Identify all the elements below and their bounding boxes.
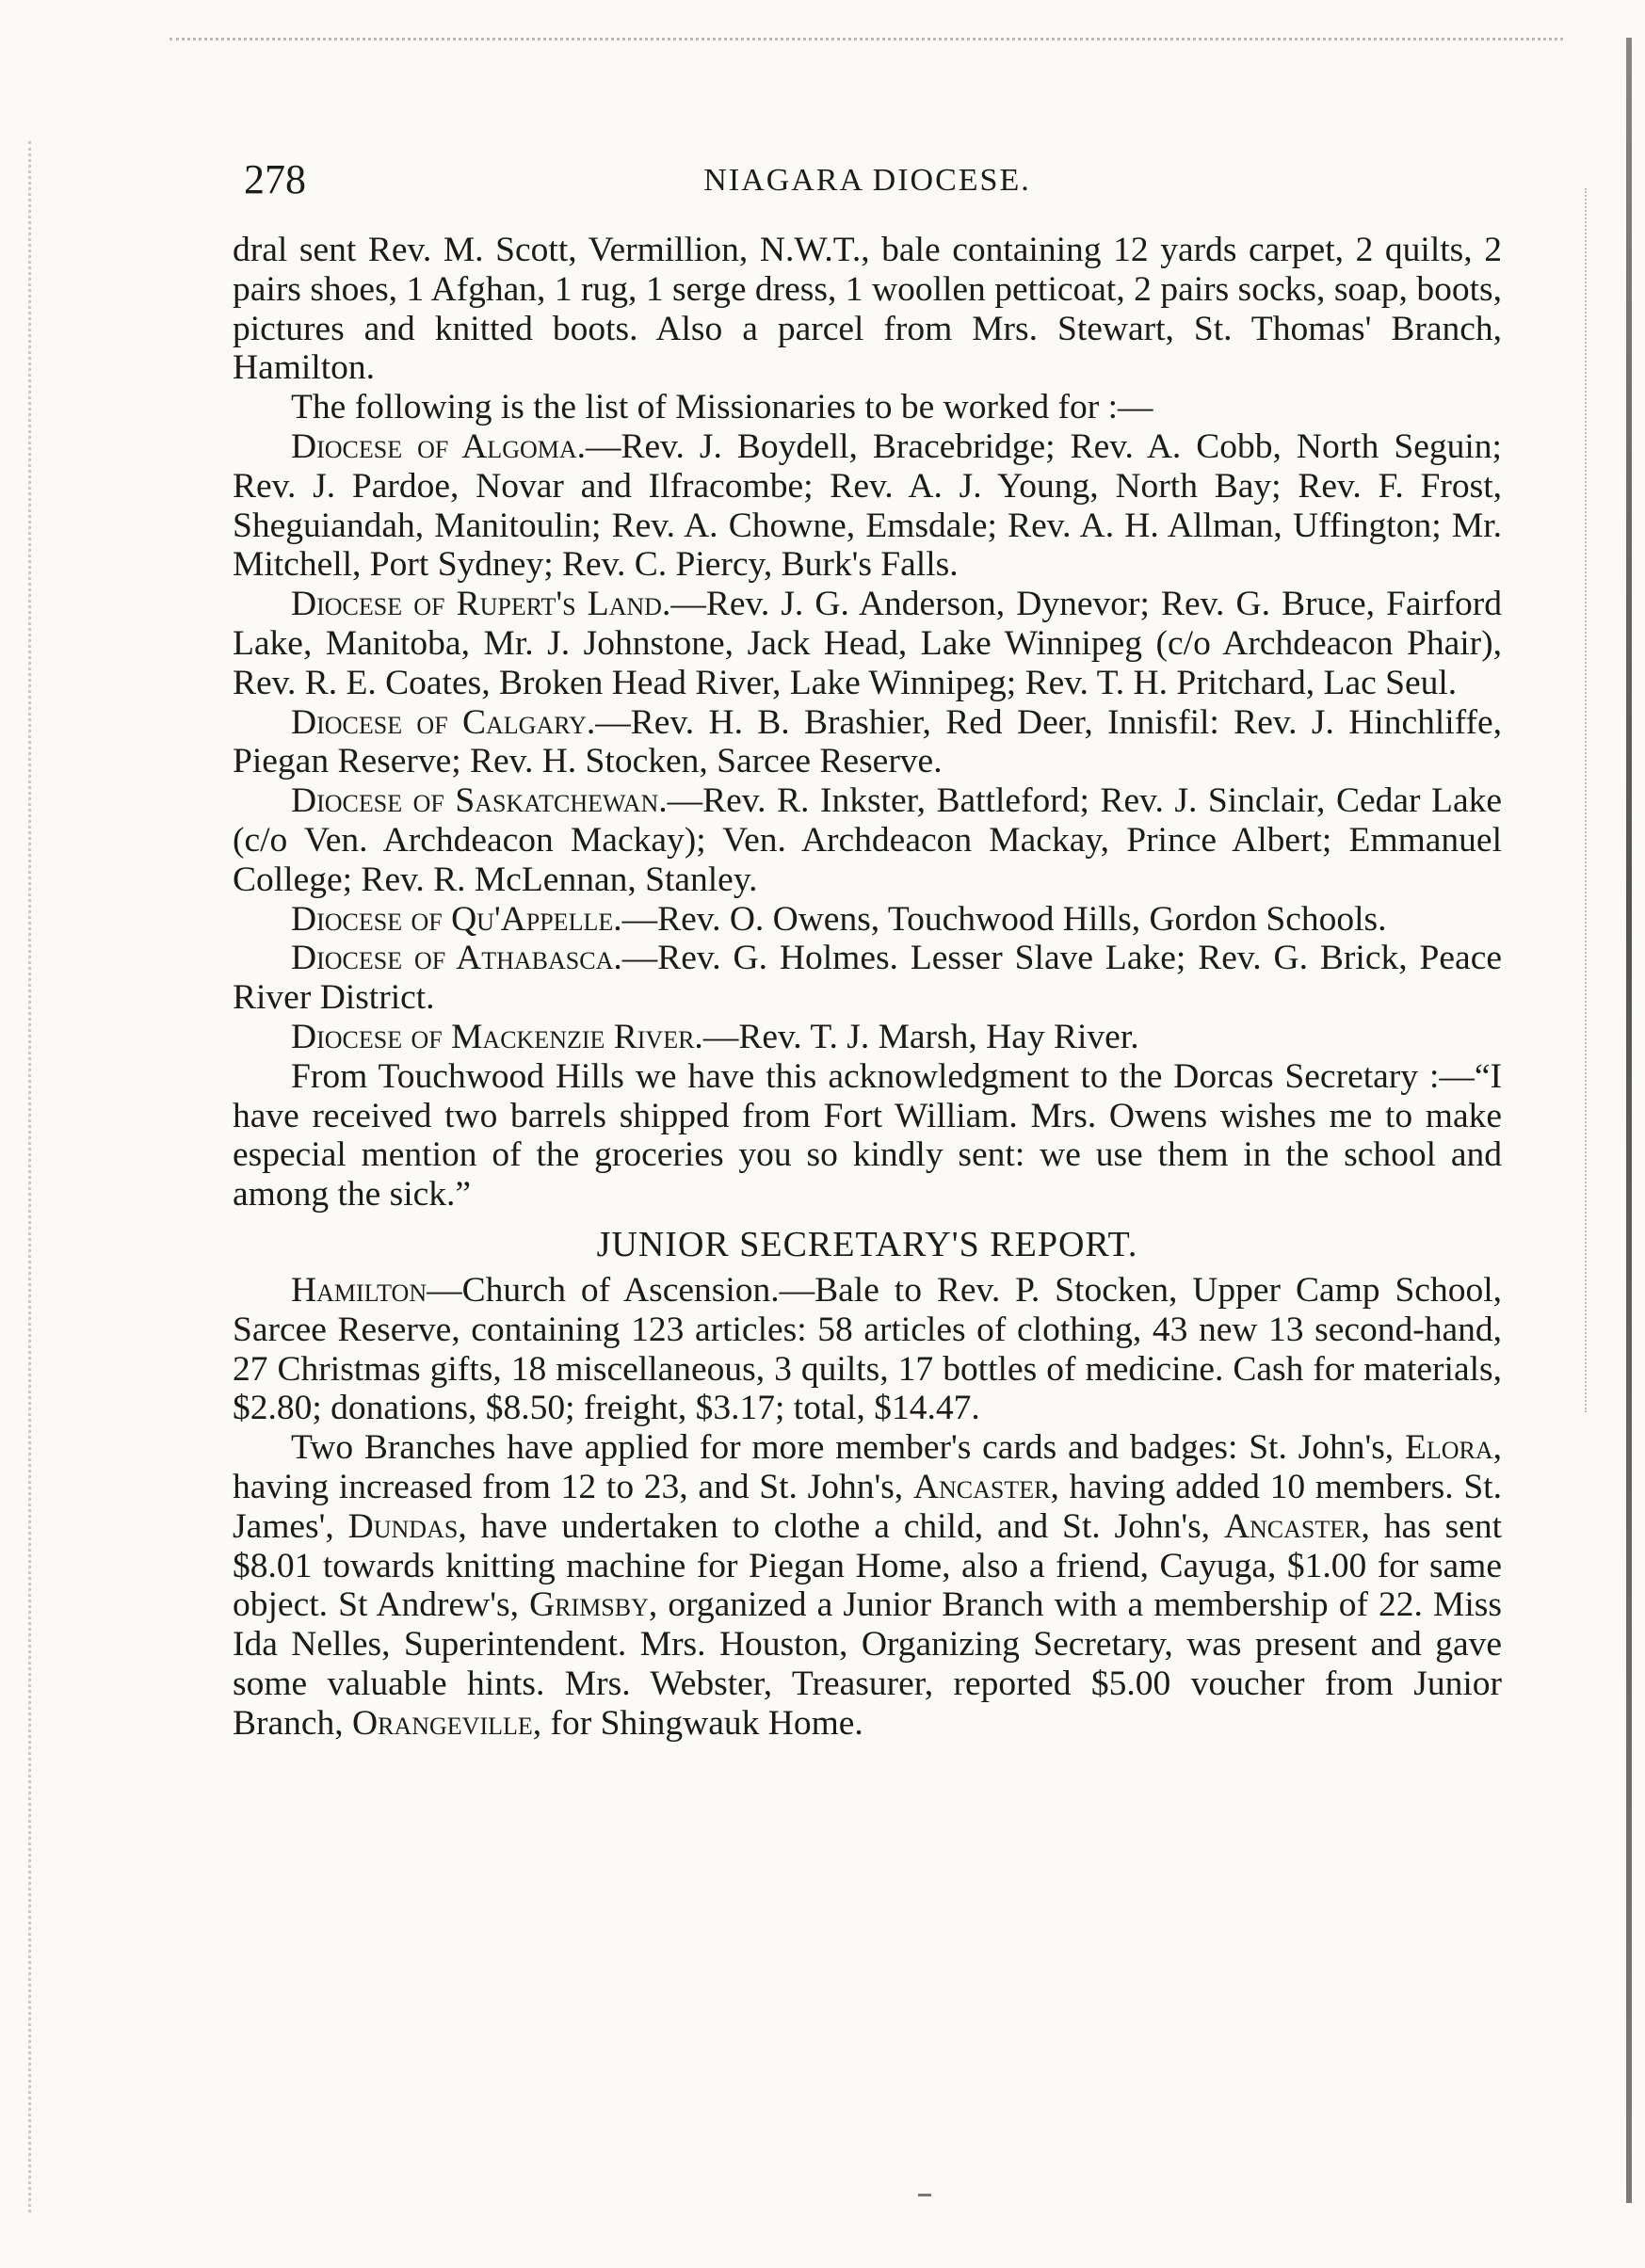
missionary-list: —Rev. R. Inkster, Battleford; Rev. J. Sinclair, Cedar Lake (c/o Ven. Archdeacon Mackay); Ven. Archdeacon Mackay, Prince Albert; Emmanuel College; Rev. R. McLennan, Stanley. [233, 781, 1502, 899]
diocese-name: Diocese of Saskatchewan. [291, 781, 668, 821]
report-text: , organized a Junior Branch with a membership of 22. Miss Ida Nelles, Superintendent. Mrs. Houston, Organizing Secretary, was present and gave some valuable hints. Mrs. Webster, Treasurer, reported $5.00 voucher from Junior Branch, [233, 1585, 1502, 1743]
mission-entry-athabasca [233, 939, 1502, 1018]
place-name: Ancaster [1223, 1506, 1362, 1546]
running-head: NIAGARA DIOCESE. [703, 163, 1031, 198]
report-text: —Church of Ascension.—Bale to Rev. P. Stocken, Upper Camp School, Sarcee Reserve, containing 123 articles: 58 articles of clothing, 43 new 13 second-hand, 27 Christmas gifts, 18 miscellaneous, 3 quilts, 17 bottles of medicine. Cash for materials, $2.80; donations, $8.50; freight, $3.17; total, $14.47. [233, 1270, 1502, 1428]
section-title-junior-report: JUNIOR SECRETARY'S REPORT. [596, 1224, 1138, 1264]
paragraph-hamilton-report [233, 1271, 1502, 1428]
paragraph-missionaries-intro: The following is the list of Missionaries to be worked for :— [291, 388, 1153, 427]
page-number: 278 [244, 156, 306, 202]
place-name: Elora [1404, 1428, 1493, 1468]
missionary-list: —Rev. J. G. Anderson, Dynevor; Rev. G. Bruce, Fairford Lake, Manitoba, Mr. J. Johnstone, Jack Head, Lake Winnipeg (c/o Archdeacon Phair), Rev. R. E. Coates, Broken Head River, Lake Winnipeg; Rev. T. H. Pritchard, Lac Seul. [233, 585, 1503, 702]
place-name: Ancaster [912, 1467, 1051, 1506]
report-text: , has sent $8.01 towards knitting machine for Piegan Home, also a friend, Cayuga, $1.00 for same object. St Andrew's, [233, 1506, 1502, 1625]
scan-artifact-top [169, 38, 1563, 59]
report-text: , have undertaken to clothe a child, and St. John's, [458, 1506, 1224, 1546]
missionary-list: —Rev. J. Boydell, Bracebridge; Rev. A. Cobb, North Seguin; Rev. J. Pardoe, Novar and Ilfracombe; Rev. A. J. Young, North Bay; Rev. F. Frost, Sheguiandah, Manitoulin; Rev. A. Chowne, Emsdale; Rev. A. H. Allman, Uffington; Mr. Mitchell, Port Sydney; Rev. C. Piercy, Burk's Falls. [233, 426, 1502, 585]
mission-entry-calgary [233, 703, 1502, 782]
book-page [233, 155, 1502, 1743]
report-text: , for Shingwauk Home. [532, 1703, 863, 1743]
mission-entry-ruperts-land [233, 585, 1502, 702]
missionary-list: —Rev. O. Owens, Touchwood Hills, Gordon Schools. [621, 899, 1387, 939]
report-text: Two Branches have applied for more member's cards and badges: St. John's, [291, 1428, 1405, 1468]
page-edge-shadow [1626, 38, 1632, 2203]
missionary-list: —Rev. H. B. Brashier, Red Deer, Innisfil: Rev. J. Hinchliffe, Piegan Reserve; Rev. H. Stocken, Sarcee Reserve. [233, 702, 1502, 781]
paragraph-branches-report [233, 1428, 1502, 1743]
place-name: Dundas [347, 1506, 459, 1546]
mission-entry-quappelle [233, 900, 1502, 940]
missionary-list: —Rev. G. Holmes. Lesser Slave Lake; Rev. G. Brick, Peace River District. [233, 939, 1502, 1018]
missionary-list: —Rev. T. J. Marsh, Hay River. [702, 1017, 1139, 1056]
report-text: , having added 10 members. St. James', [233, 1467, 1502, 1546]
diocese-name: Diocese of Mackenzie River. [291, 1017, 703, 1056]
page-header [233, 155, 1502, 231]
report-text: , having increased from 12 to 23, and St. John's, [233, 1428, 1502, 1506]
paragraph-dorcas-bale: dral sent Rev. M. Scott, Vermillion, N.W.T., bale containing 12 yards carpet, 2 quilts, 2 pairs shoes, 1 Afghan, 1 rug, 1 serge dress, 1 woollen petticoat, 2 pairs socks, soap, boots, pictures and knitted boots. Also a parcel from Mrs. Stewart, St. Thomas' Branch, Hamilton. [233, 231, 1502, 388]
place-name: Grimsby [529, 1585, 649, 1625]
place-name: Hamilton [291, 1270, 427, 1310]
diocese-name: Diocese of Athabasca. [291, 939, 622, 978]
scan-artifact-left [28, 141, 37, 2212]
diocese-name: Diocese of Qu'Appelle. [291, 899, 622, 939]
mission-entry-mackenzie-river [233, 1018, 1502, 1057]
mission-entry-algoma [233, 427, 1502, 585]
place-name: Orangeville [352, 1703, 533, 1743]
mission-entry-saskatchewan [233, 781, 1502, 899]
page-body [233, 231, 1502, 1743]
scan-artifact-right [1585, 188, 1589, 1412]
diocese-name: Diocese of Rupert's Land. [291, 585, 671, 624]
scan-artifact-bottom [918, 2194, 931, 2196]
diocese-name: Diocese of Algoma. [291, 426, 587, 466]
diocese-name: Diocese of Calgary. [291, 702, 596, 742]
paragraph-acknowledgment: From Touchwood Hills we have this acknowledgment to the Dorcas Secretary :—“I have received two barrels shipped from Fort William. Mrs. Owens wishes me to make especial mention of the groceries you so kindly sent: we use them in the school and among the sick.” [233, 1056, 1502, 1214]
